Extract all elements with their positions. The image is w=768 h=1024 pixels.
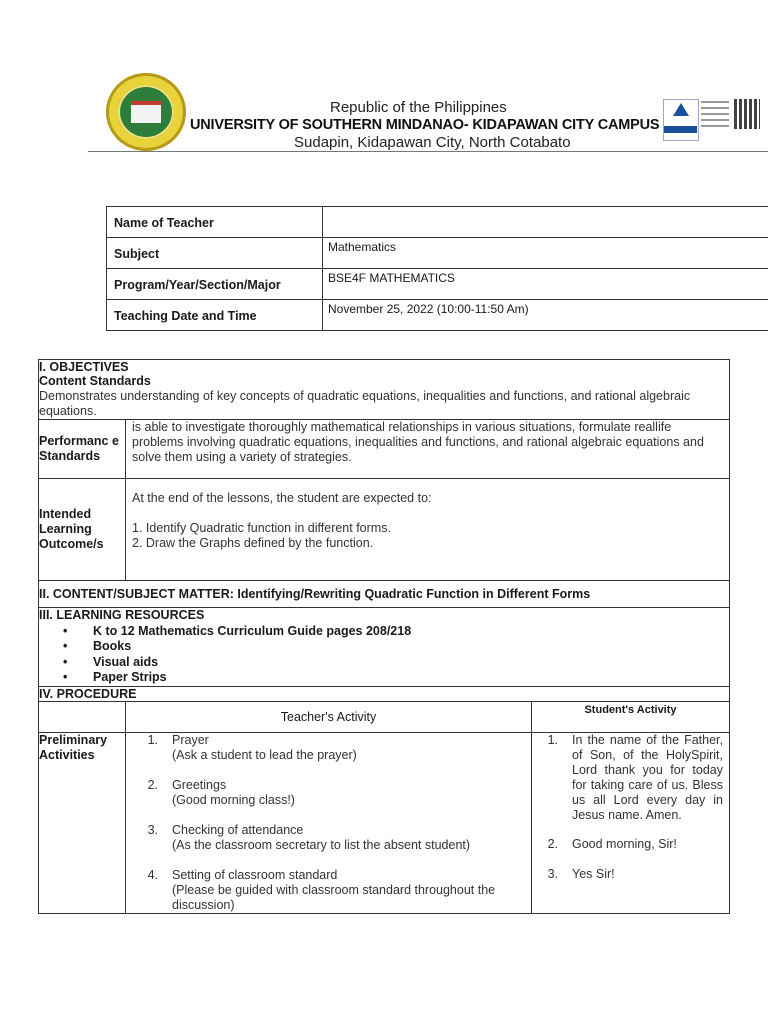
- ilo-item: 2. Draw the Graphs defined by the function.: [132, 536, 374, 550]
- teacher-activity-item: 1. Prayer (Ask a student to lead the prayer): [147, 732, 357, 762]
- info-row: [107, 269, 768, 300]
- student-activity-item: 2. Good morning, Sir!: [547, 836, 677, 851]
- info-value: BSE4F MATHEMATICS: [323, 269, 768, 300]
- info-label: Name of Teacher: [107, 207, 323, 238]
- seal-building-icon: [131, 101, 161, 123]
- info-label: Program/Year/Section/Major: [107, 269, 323, 300]
- resource-item: • Visual aids: [59, 655, 729, 671]
- student-activity-header: Student's Activity: [532, 701, 730, 732]
- resources-row: [39, 608, 730, 687]
- teacher-activity-item: 4. Setting of classroom standard (Please be guided with classroom standard throughout the discussion): [147, 867, 496, 912]
- ilo-content: [126, 479, 730, 581]
- header-republic: Republic of the Philippines: [330, 99, 507, 116]
- certification-fine-print: [701, 101, 729, 131]
- info-row: [107, 238, 768, 269]
- preliminary-label: Preliminary Activities: [39, 732, 126, 913]
- teacher-activity-list: [134, 733, 527, 913]
- ilo-row: [39, 479, 730, 581]
- info-value: Mathematics: [323, 238, 768, 269]
- performance-row: [39, 420, 730, 479]
- certification-triangle-icon: [673, 103, 689, 116]
- resource-item: • Books: [59, 639, 729, 655]
- info-value: November 25, 2022 (10:00-11:50 Am): [323, 300, 768, 331]
- resources-list: [39, 624, 729, 686]
- content-standards-label: Content Standards: [39, 374, 151, 388]
- procedure-heading: IV. PROCEDURE: [39, 686, 730, 701]
- performance-standards-label: Performanc e Standards: [39, 420, 126, 479]
- header-university: UNIVERSITY OF SOUTHERN MINDANAO- KIDAPAWAN CITY CAMPUS: [190, 117, 660, 133]
- resource-item: • Paper Strips: [59, 670, 729, 686]
- info-value: [323, 207, 768, 238]
- teacher-activity-header: Teacher's Activity: [126, 701, 532, 732]
- lesson-plan-table: [38, 359, 730, 914]
- header-address: Sudapin, Kidapawan City, North Cotabato: [294, 134, 571, 151]
- objectives-row: [39, 360, 730, 420]
- header-divider: [88, 151, 768, 152]
- content-subject-matter: II. CONTENT/SUBJECT MATTER: Identifying/Rewriting Quadratic Function in Different Forms: [39, 581, 730, 608]
- objectives-heading: I. OBJECTIVES: [39, 360, 129, 374]
- teacher-activity-item: 2. Greetings (Good morning class!): [147, 777, 295, 807]
- teacher-activity-item: 3. Checking of attendance (As the classroom secretary to list the absent student): [147, 822, 471, 852]
- info-label: Subject: [107, 238, 323, 269]
- ilo-intro: At the end of the lessons, the student are expected to:: [132, 491, 432, 505]
- info-row: [107, 300, 768, 331]
- ilo-item: 1. Identify Quadratic function in different forms.: [132, 521, 391, 535]
- info-row: [107, 207, 768, 238]
- procedure-empty-cell: [39, 701, 126, 732]
- content-row: [39, 581, 730, 608]
- student-activity-item: 1. In the name of the Father, of Son, of the HolySpirit, Lord thank you for today for taking care of us. Bless us all Lord every day in Jesus name. Amen.: [547, 732, 723, 822]
- performance-standards-text: is able to investigate thoroughly mathematical relationships in various situations, formulate reallife problems involving quadratic equations, inequalities and functions, and rational algebraic equations and solve them using a variety of strategies.: [126, 420, 730, 479]
- procedure-columns-row: [39, 701, 730, 732]
- teacher-info-table: [106, 206, 768, 331]
- ilo-label: Intended Learning Outcome/s: [39, 479, 126, 581]
- qr-code-icon: [734, 99, 760, 129]
- resource-item: • K to 12 Mathematics Curriculum Guide pages 208/218: [59, 624, 729, 640]
- procedure-heading-row: [39, 686, 730, 701]
- student-activity-list: [534, 733, 723, 882]
- resources-heading: III. LEARNING RESOURCES: [39, 608, 205, 622]
- content-standards-text: Demonstrates understanding of key concepts of quadratic equations, inequalities and functions, and rational algebraic equations.: [39, 389, 691, 418]
- preliminary-row: [39, 732, 730, 913]
- info-label: Teaching Date and Time: [107, 300, 323, 331]
- certification-band: [664, 126, 697, 133]
- student-activity-item: 3. Yes Sir!: [547, 866, 615, 881]
